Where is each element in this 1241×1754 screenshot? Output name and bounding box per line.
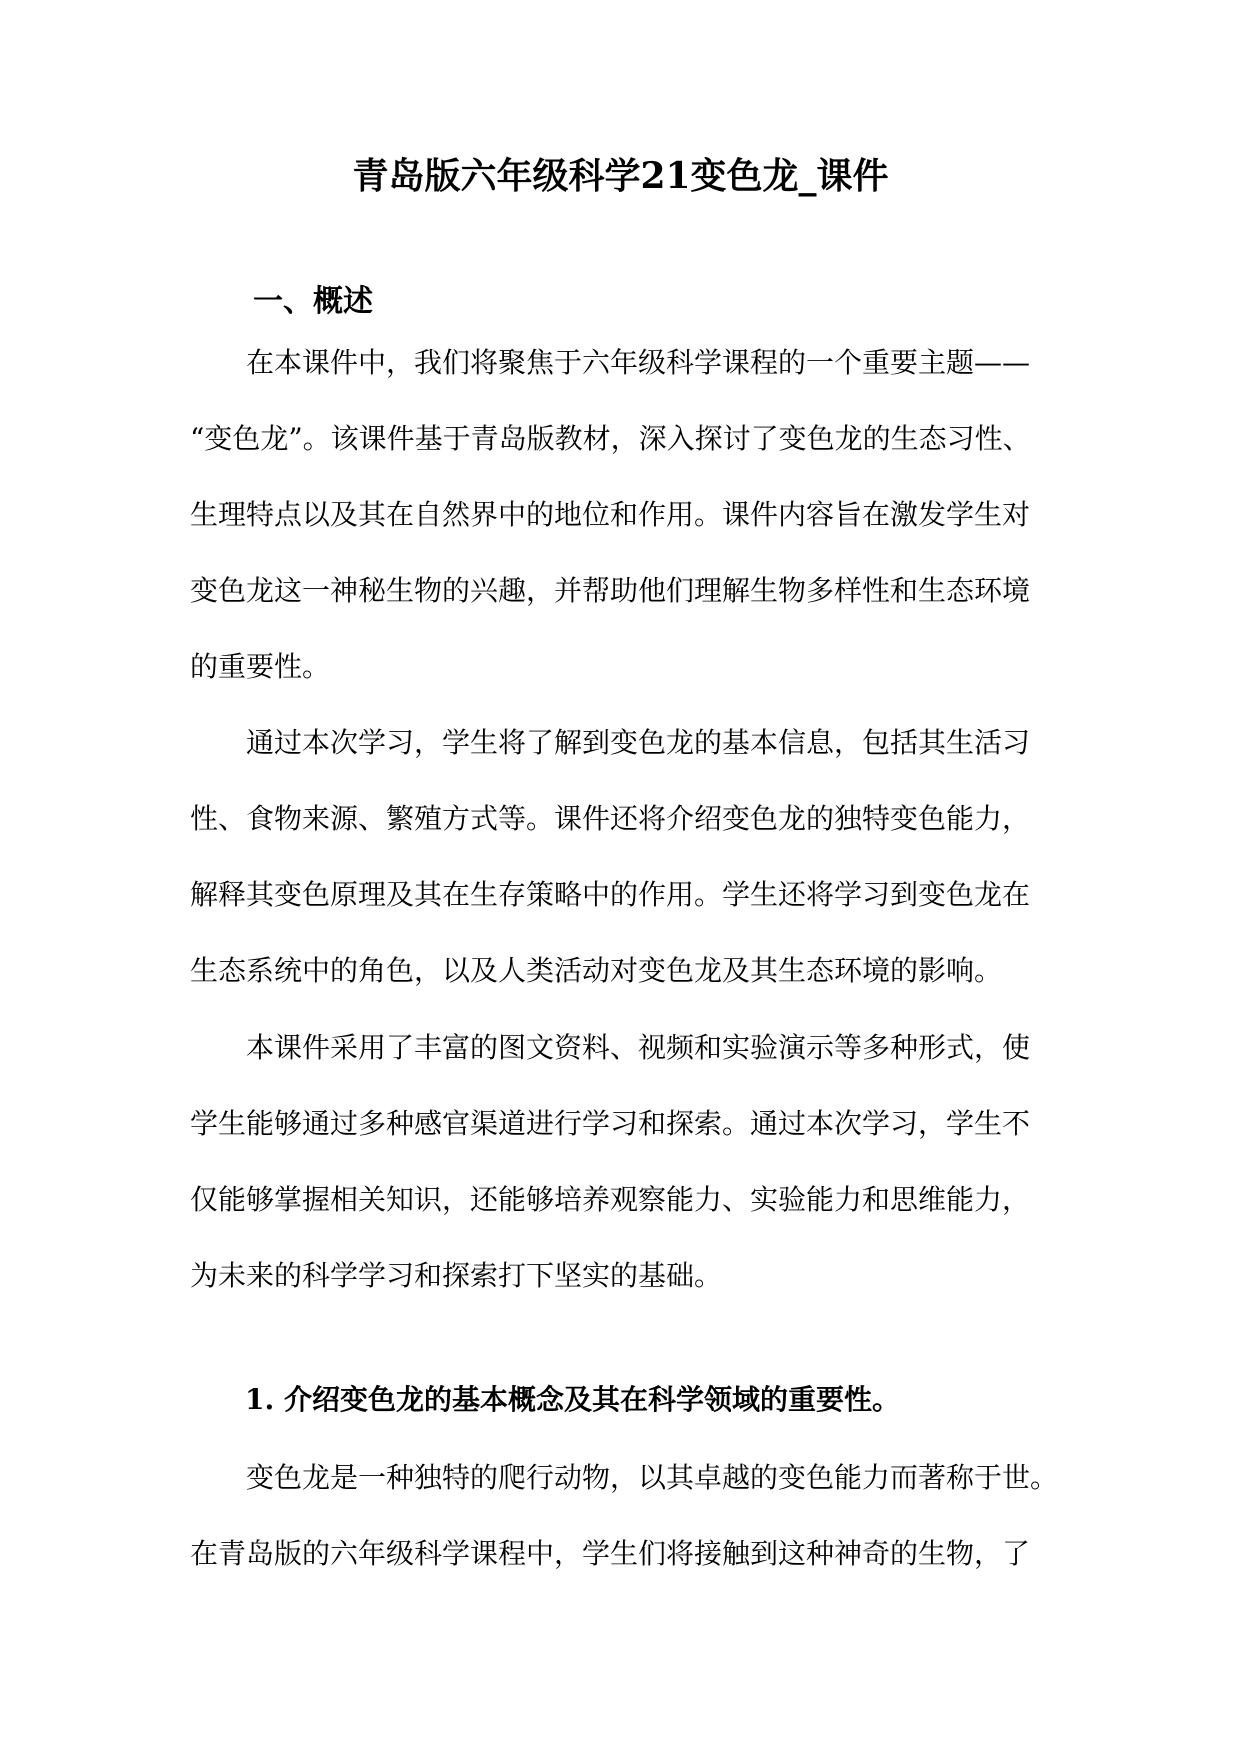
paragraph-line: 生理特点以及其在自然界中的地位和作用。课件内容旨在激发学生对 — [190, 498, 1031, 531]
paragraph-line: 学生能够通过多种感官渠道进行学习和探索。通过本次学习，学生不 — [190, 1107, 1031, 1140]
paragraph-line: 在青岛版的六年级科学课程中，学生们将接触到这种神奇的生物，了 — [190, 1537, 1031, 1570]
paragraph-intro — [190, 325, 1060, 705]
paragraph-line: 在本课件中，我们将聚焦于六年级科学课程的一个重要主题—— — [246, 346, 1031, 379]
paragraph-line: 生态系统中的角色，以及人类活动对变色龙及其生态环境的影响。 — [190, 954, 1003, 987]
paragraph-line: 仅能够掌握相关知识，还能够培养观察能力、实验能力和思维能力， — [190, 1183, 1031, 1216]
document-title: 青岛版六年级科学21变色龙_课件 — [352, 155, 889, 197]
section-heading-overview: 一、概述 — [253, 284, 373, 319]
paragraph-chameleon-concept — [190, 1440, 1060, 1592]
paragraph-line: 变色龙这一神秘生物的兴趣，并帮助他们理解生物多样性和生态环境 — [190, 574, 1031, 607]
paragraph-line: “变色龙”。该课件基于青岛版教材，深入探讨了变色龙的生态习性、 — [190, 422, 1031, 455]
paragraph-line: 通过本次学习，学生将了解到变色龙的基本信息，包括其生活习 — [246, 726, 1031, 759]
paragraph-line: 本课件采用了丰富的图文资料、视频和实验演示等多种形式，使 — [246, 1031, 1031, 1064]
paragraph-methods — [190, 1010, 1060, 1314]
paragraph-line: 解释其变色原理及其在生存策略中的作用。学生还将学习到变色龙在 — [190, 878, 1031, 911]
paragraph-line: 性、食物来源、繁殖方式等。课件还将介绍变色龙的独特变色能力， — [190, 802, 1031, 835]
sub-heading-1: 1. 介绍变色龙的基本概念及其在科学领域的重要性。 — [245, 1383, 900, 1416]
paragraph-line: 的重要性。 — [190, 650, 331, 683]
paragraph-learning — [190, 705, 1060, 1009]
paragraph-line: 为未来的科学学习和探索打下坚实的基础。 — [190, 1259, 723, 1292]
paragraph-line: 变色龙是一种独特的爬行动物，以其卓越的变色能力而著称于世。 — [246, 1461, 1059, 1494]
